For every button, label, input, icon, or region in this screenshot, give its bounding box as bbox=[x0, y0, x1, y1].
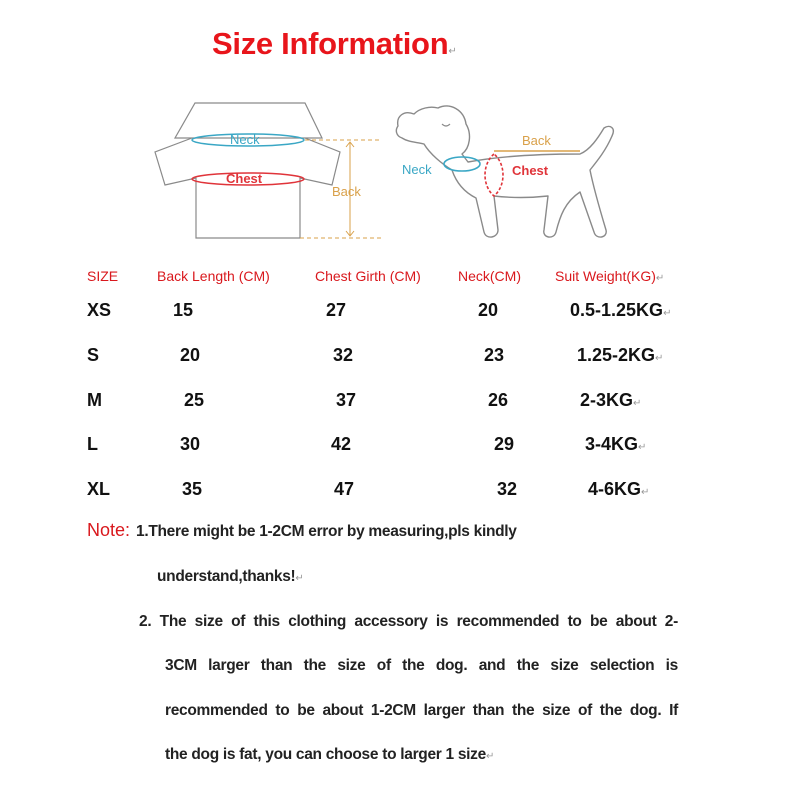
cell-back-length: 15 bbox=[173, 300, 194, 320]
cell-size: M bbox=[87, 390, 102, 410]
dog-chest-line bbox=[485, 154, 503, 196]
header-neck: Neck(CM) bbox=[458, 268, 521, 284]
dog-diagram bbox=[390, 98, 640, 246]
note-label: Note: bbox=[87, 520, 131, 540]
cell-chest-girth: 47 bbox=[334, 479, 355, 499]
cell-neck: 32 bbox=[497, 479, 518, 499]
cell-size: XS bbox=[87, 300, 112, 320]
note-2-line-1: 2. The size of this clothing accessory is recommended to be about 2- bbox=[139, 613, 678, 630]
cell-size: L bbox=[87, 434, 98, 454]
cell-suit-weight: 1.25-2KG↵ bbox=[577, 345, 664, 365]
shirt-back-label: Back bbox=[332, 184, 361, 199]
header-suit-weight: Suit Weight(KG)↵ bbox=[555, 268, 665, 284]
cell-size: XL bbox=[87, 479, 111, 499]
cell-chest-girth: 42 bbox=[331, 434, 352, 454]
cell-chest-girth: 32 bbox=[333, 345, 354, 365]
cell-suit-weight: 0.5-1.25KG↵ bbox=[570, 300, 672, 320]
shirt-chest-label: Chest bbox=[226, 171, 263, 186]
cell-suit-weight: 3-4KG↵ bbox=[585, 434, 647, 454]
note-2-line-3: recommended to be about 1-2CM larger than the size of the dog. If bbox=[165, 702, 678, 719]
note-1-line-1: 1.There might be 1-2CM error by measuring,pls kindly bbox=[136, 523, 517, 540]
header-chest-girth: Chest Girth (CM) bbox=[315, 268, 421, 284]
cell-suit-weight: 2-3KG↵ bbox=[580, 390, 642, 410]
cell-back-length: 30 bbox=[180, 434, 201, 454]
header-back-length: Back Length (CM) bbox=[157, 268, 270, 284]
page-title: Size Information↵ bbox=[212, 26, 457, 61]
dog-neck-line bbox=[444, 157, 480, 171]
dog-chest-label: Chest bbox=[512, 163, 549, 178]
cell-chest-girth: 37 bbox=[336, 390, 357, 410]
cell-back-length: 25 bbox=[184, 390, 205, 410]
dog-eye bbox=[442, 124, 450, 126]
header-size: SIZE bbox=[87, 268, 119, 284]
cell-back-length: 35 bbox=[182, 479, 203, 499]
cell-size: S bbox=[87, 345, 100, 365]
note-2-line-4: the dog is fat, you can choose to larger 1 size↵ bbox=[165, 746, 495, 763]
dog-back-label: Back bbox=[522, 133, 551, 148]
note-2-line-2: 3CM larger than the size of the dog. and the size selection is bbox=[165, 657, 678, 674]
cell-chest-girth: 27 bbox=[326, 300, 347, 320]
note-1-line-2: understand,thanks!↵ bbox=[157, 568, 304, 585]
shirt-neck-label: Neck bbox=[230, 132, 260, 147]
cell-back-length: 20 bbox=[180, 345, 201, 365]
cell-neck: 20 bbox=[478, 300, 499, 320]
shirt-diagram bbox=[150, 100, 390, 245]
cell-neck: 29 bbox=[494, 434, 515, 454]
cell-suit-weight: 4-6KG↵ bbox=[588, 479, 650, 499]
cell-neck: 26 bbox=[488, 390, 509, 410]
cell-neck: 23 bbox=[484, 345, 505, 365]
dog-neck-label: Neck bbox=[402, 162, 432, 177]
